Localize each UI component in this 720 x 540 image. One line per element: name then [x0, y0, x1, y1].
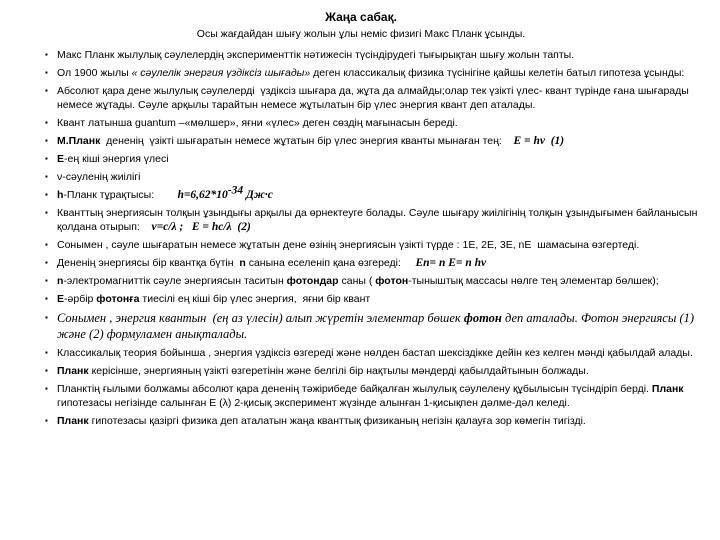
bullet-square-icon: ▪	[45, 172, 48, 181]
bullet-item	[20, 152, 702, 166]
text-run: тиесілі ең кіші бір үлес энергия, яғни бір квант	[139, 293, 371, 305]
text-run: Е	[57, 293, 65, 305]
text-run: n	[57, 275, 64, 287]
text-run: Планк	[651, 383, 684, 395]
text-run: h	[57, 189, 64, 201]
text-run: Кванттың энергиясын толқын ұзындығы арқылы да өрнектеуге болады. Сәуле шығару жиілігінің толқын ұзындығымен байланысын қолдана отырып:	[57, 207, 701, 233]
text-run: -Планк тұрақтысы:	[63, 189, 178, 201]
text-run: Планк	[57, 415, 89, 427]
bullet-text	[57, 256, 702, 270]
bullet-text	[57, 184, 702, 202]
text-run: ν=c/λ ; E = hc/λ (2)	[151, 221, 251, 233]
bullet-list	[20, 48, 702, 428]
text-run: фотондар	[286, 275, 339, 287]
bullet-item	[20, 84, 702, 112]
text-run: Ол 1900 жылы	[57, 67, 132, 79]
bullet-text	[57, 346, 702, 360]
bullet-item	[20, 346, 702, 360]
bullet-item	[20, 48, 702, 62]
bullet-text	[57, 48, 702, 62]
text-run: гипотезасы қазіргі физика деп аталатын жаңа кванттық физиканың негізін қалауға зор көмегін тигізді.	[88, 415, 586, 427]
text-run: фотон	[375, 275, 409, 287]
text-run: фотон	[463, 311, 502, 325]
text-run: Планктің ғылыми болжамы абсолют қара дененің тәжірибеде байқалған жылулық сәулелену құбылысын түсіндіріп берді.	[57, 383, 652, 395]
bullet-text	[57, 310, 702, 342]
bullet-square-icon: ▪	[45, 50, 48, 59]
bullet-square-icon: ▪	[45, 276, 48, 285]
text-run: саны (	[338, 275, 376, 287]
bullet-item	[20, 274, 702, 288]
bullet-item	[20, 170, 702, 184]
bullet-item	[20, 134, 702, 148]
text-run: -әрбір	[64, 293, 97, 305]
slide-subtitle: Осы жағдайдан шығу жолын ұлы неміс физигі Макс Планк ұсынды.	[196, 28, 526, 40]
text-run: ν-сәуленің жиілігі	[57, 171, 141, 183]
bullet-square-icon: ▪	[45, 294, 48, 303]
bullet-item	[20, 292, 702, 306]
text-run: -электромагниттік сәуле энергиясын таситын	[63, 275, 287, 287]
text-run: -ең кіші энергия үлесі	[64, 153, 169, 165]
bullet-text	[57, 414, 702, 428]
bullet-item	[20, 310, 702, 342]
text-run: Дененің энергиясы бір квантқа бүтін	[57, 257, 240, 269]
bullet-text	[57, 152, 702, 166]
text-run: Дж·с	[243, 189, 273, 201]
bullet-text	[57, 238, 702, 252]
text-run: Сонымен , энергия квантын (ең аз үлесін) алып жүретін элементар бөшек	[57, 311, 464, 325]
text-run: En= n E= n hν	[415, 257, 487, 269]
text-run: Макс Планк жылулық сәулелердің эксперименттік нәтижесін түсіндірудегі тығырықтан шығу жолын тапты.	[57, 49, 575, 61]
bullet-text	[57, 134, 702, 148]
text-run: Классикалық теория бойынша , энергия үздіксіз өзгереді және нөлден бастап шексіздікке дейін кез келген мәнді қабылдай алады.	[57, 347, 693, 359]
text-run: Квант латынша guantum –«мөлшер», яғни «үлес» деген сөздің мағынасын береді.	[57, 117, 458, 129]
bullet-text	[57, 292, 702, 306]
text-run: гипотезасы негізінде салынған Е (λ) 2-қисық эксперимент жүзінде алынған 1-қисықпен дәлме-дәл келеді.	[57, 383, 687, 409]
bullet-square-icon: ▪	[45, 348, 48, 357]
bullet-square-icon: ▪	[45, 190, 48, 199]
bullet-item	[20, 66, 702, 80]
bullet-item	[20, 256, 702, 270]
bullet-square-icon: ▪	[45, 258, 48, 267]
text-run: Сонымен , сәуле шығаратын немесе жұтатын дене өзінің энергиясын үзікті түрде : 1Е, 2Е, 3Е, nЕ шамасына өзгертеді.	[57, 239, 640, 251]
bullet-text	[57, 170, 702, 184]
bullet-square-icon: ▪	[45, 118, 48, 127]
bullet-text	[57, 382, 702, 410]
bullet-square-icon: ▪	[45, 136, 48, 145]
bullet-square-icon: ▪	[45, 154, 48, 163]
bullet-square-icon: ▪	[45, 313, 48, 322]
bullet-item	[20, 116, 702, 130]
text-run: деген классикалық физика түсінігіне қайшы келетін батыл гипотеза ұсынды:	[310, 67, 685, 79]
text-run: n	[239, 257, 246, 269]
text-run: E = hν (1)	[513, 135, 565, 147]
text-run: Е	[57, 153, 65, 165]
text-run: деп аталады. Фотон энергиясы (1) және (2) формуламен анықталады.	[57, 311, 698, 341]
text-run: « сәулелік энергия үздіксіз шығады»	[131, 67, 311, 79]
text-run: керісінше, энергияның үзікті өзгеретінін және белгілі бір нақтылы мәндерді қабылдайтынын болжады.	[88, 365, 589, 377]
bullet-item	[20, 206, 702, 234]
bullet-item	[20, 184, 702, 202]
bullet-square-icon: ▪	[45, 68, 48, 77]
bullet-text	[57, 364, 702, 378]
text-run: М.Планк	[57, 135, 101, 147]
bullet-square-icon: ▪	[45, 384, 48, 393]
bullet-text	[57, 84, 702, 112]
text-run: санына еселеніп қана өзгереді:	[245, 257, 416, 269]
bullet-square-icon: ▪	[45, 208, 48, 217]
bullet-text	[57, 274, 702, 288]
bullet-square-icon: ▪	[45, 416, 48, 425]
text-run: h=6,62*10	[177, 189, 228, 201]
bullet-text	[57, 116, 702, 130]
bullet-item	[20, 382, 702, 410]
text-run: дененің үзікті шығаратын немесе жұтатын бір үлес энергия кванты мынаған тең:	[100, 135, 514, 147]
slide-title: Жаңа сабақ.	[325, 10, 397, 24]
bullet-square-icon: ▪	[45, 240, 48, 249]
bullet-item	[20, 238, 702, 252]
text-run: -34	[227, 184, 244, 197]
bullet-item	[20, 364, 702, 378]
text-run: Абсолют қара дене жылулық сәулелерді үздіксіз шығара да, жұта да алмайды;олар тек үзікті үлес- квант түрінде ғана шығарады немесе жұтады. Сәуле арқылы тарайтын немесе жұтылатын бір үлес энергия квант деп аталады.	[57, 85, 692, 111]
title-block	[20, 10, 702, 41]
text-run: Планк	[57, 365, 89, 377]
bullet-square-icon: ▪	[45, 366, 48, 375]
text-run: -тыныштық массасы нөлге тең элементар бөлшек);	[408, 275, 659, 287]
text-run: фотонға	[96, 293, 140, 305]
bullet-text	[57, 206, 702, 234]
bullet-square-icon: ▪	[45, 86, 48, 95]
bullet-text	[57, 66, 702, 80]
bullet-item	[20, 414, 702, 428]
